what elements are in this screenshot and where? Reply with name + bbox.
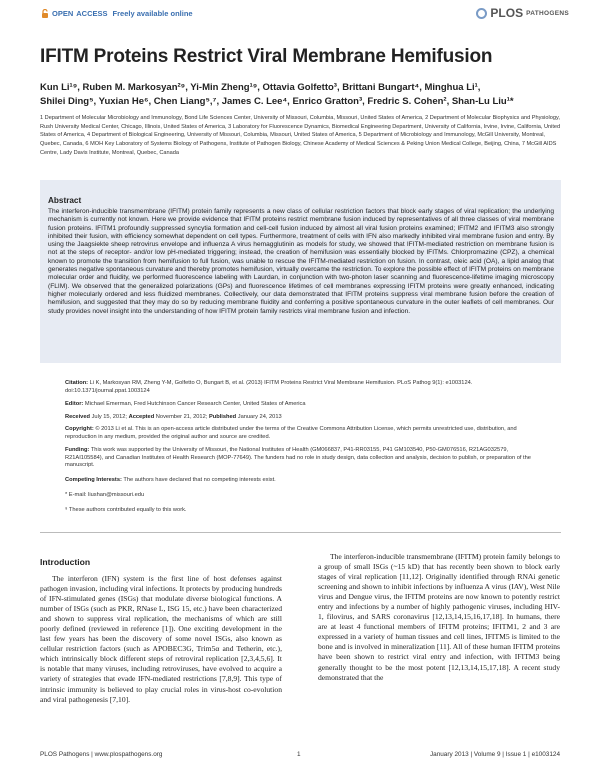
author-line-2: Shilei Ding⁵, Yuxian He⁶, Chen Liang⁵,⁷, James C. Lee⁴, Enrico Gratton³, Fredric S. Cohen², Shan-Lu Liu¹* xyxy=(40,96,514,107)
editor-label: Editor: xyxy=(65,401,84,407)
equal-contribution xyxy=(65,507,545,515)
footer-issue: January 2013 | Volume 9 | Issue 1 | e1003124 xyxy=(429,751,560,758)
editor-text: Michael Emerman, Fred Hutchinson Cancer Research Center, United States of America xyxy=(84,401,306,407)
copyright-text: © 2013 Li et al. This is an open-access article distributed under the terms of the Creative Commons Attribution License, which permits unrestricted use, distribution, and reproduction in any medium, provided the original author and source are credited. xyxy=(65,426,517,440)
plos-logo-icon xyxy=(476,8,487,19)
footer-journal: PLOS Pathogens | www.plospathogens.org xyxy=(40,751,163,758)
article-title: IFITM Proteins Restrict Viral Membrane Hemifusion xyxy=(40,46,493,67)
citation xyxy=(65,380,545,395)
published-label: Published xyxy=(208,414,237,420)
copyright xyxy=(65,426,545,441)
citation-label: Citation: xyxy=(65,380,89,386)
email[interactable] xyxy=(65,492,545,500)
introduction-right-column: The interferon-inducible transmembrane (IFITM) protein family belongs to a group of small ISGs (~15 kD) that has recently been shown to block early stages of viral replication [11,12]. Originally identified through RNAi genetic screening and shown to inhibit infections by influenza A virus (IAV), West Nile virus and Dengue virus, the IFITM proteins are now known to potently restrict entry and infections by a number of highly pathogenic viruses, including HIV-1, filovirus, and SARS coronavirus [12,13,14,15,16,17,18]. In humans, there are at least 4 functional members of IFITM proteins; IFITM1, 2 and 3 are expressed in a variety of human tissues and cell lines, IFITM5 is limited to the bone and is involved in mineralization [11]. All of these human IFITM proteins have been shown to restrict viral entry and infection, with IFITM3 being generally thought to be the most potent [12,13,14,15,17,18]. A recent study demonstrated that the xyxy=(318,552,560,682)
introduction-left-column: The interferon (IFN) system is the first line of host defenses against pathogen invasion, including viral infections. It protects by producing hundreds of IFN-stimulated genes (ISGs) that modulate diverse biological functions. A number of ISGs (such as PKR, RNase L, ISG 15, etc.) have been characterized and shown to suppress viral replication, the mechanisms of which are still poorly defined (reviewed in reference [1]). One exciting development in the last few years has been the discovery of some novel ISGs, also known as cellular restriction factors (such as APOBEC3G, Trim5α and Tetherin, etc.), which intrinsically block different steps of retroviral replication [2,3,4,5,6]. It is notable that many viruses, including retroviruses, have evolved to acquire a variety of strategies that evade IFN-mediated restrictions [7,8,9]. This type of intrinsic immunity is believed to play crucial roles in virus-host co-evolution and viral pathogenesis [7,10]. xyxy=(40,574,282,704)
affiliations: 1 Department of Molecular Microbiology and Immunology, Bond Life Sciences Center, University of Missouri, Columbia, Missouri, United States of America, 2 Department of Molecular Biophysics and Physiology, Rush University Medical Center, Chicago, Illinois, United States of America, 3 Laboratory for Fluorescence Dynamics, Biomedical Engineering Department, University of California, Irvine, Irvine, California, United States of America, 4 Department of Biological Engineering, University of Missouri, Columbia, Missouri, United States of America, 5 Department of Microbiology and Immunology, McGill University, Montreal, Quebec, Canada, 6 MOH Key Laboratory of Systems Biology of Pathogens, Institute of Pathogen Biology, Chinese Academy of Medical Sciences & Peking Union Medical College, Beijing, China, 7 McGill AIDS Centre, Lady Davis Institute, Montreal, Quebec, Canada xyxy=(40,115,561,156)
author-line-1: Kun Li¹⁹, Ruben M. Markosyan²⁹, Yi-Min Zheng¹⁹, Ottavia Golfetto³, Brittani Bungart⁴, Minghua Li¹, xyxy=(40,82,481,93)
editor xyxy=(65,401,545,409)
dates xyxy=(65,414,545,422)
author-list xyxy=(40,81,560,109)
open-access-banner xyxy=(41,9,193,18)
introduction-heading: Introduction xyxy=(40,557,91,567)
citation-text: Li K, Markosyan RM, Zheng Y-M, Golfetto O, Bungart B, et al. (2013) IFITM Proteins Restrict Viral Membrane Hemifusion. PLoS Pathog 9(1): e1003124. doi:10.1371/journal.ppat.1003124 xyxy=(65,380,473,394)
received-date: July 15, 2012; xyxy=(91,414,127,420)
copyright-label: Copyright: xyxy=(65,426,94,432)
freely-available-label: Freely available online xyxy=(112,9,193,18)
section-divider xyxy=(40,532,561,533)
funding-label: Funding: xyxy=(65,447,90,453)
competing-text: The authors have declared that no competing interests exist. xyxy=(123,477,276,483)
email-text[interactable]: * E-mail: liushan@missouri.edu xyxy=(65,492,145,498)
abstract-text: The interferon-inducible transmembrane (IFITM) protein family represents a new class of cellular restriction factors that block early stages of viral replication; the underlying mechanism is currently not known. Here we provide evidence that IFITM proteins restrict membrane fusion induced by representatives of all three classes of viral membrane fusion proteins. IFITM1 profoundly suppressed syncytia formation and cell-cell fusion induced by almost all viral fusion proteins examined; IFITM2 and IFITM3 also strongly inhibited their fusion, with efficiency somewhat dependent on cell types. Furthermore, treatment of cells with IFN also markedly inhibited viral membrane fusion and entry. By using the Jaagsiekte sheep retrovirus envelope and influenza A virus hemagglutinin as models for study, we showed that IFITM-mediated restriction on membrane fusion is not at the steps of receptor- and/or low pH-mediated triggering; instead, the creation of hemifusion was essentially blocked by IFITMs. Chlorpromazine (CPZ), a chemical known to promote the transition from hemifusion to full fusion, was unable to rescue the IFITM-mediated restriction on fusion. In contrast, oleic acid (OA), a lipid analog that generates negative spontaneous curvature and thereby promotes hemifusion, virtually overcame the restriction. To explore the possible effect of IFITM proteins on membrane molecular order and fluidity, we performed fluorescence labeling with Laurdan, in conjunction with two-photon laser scanning and fluorescence-lifetime imaging microscopy (FLIM). We observed that the generalized polarizations (GPs) and fluorescence lifetimes of cell membranes expressing IFITM proteins were greatly enhanced, indicating higher molecularly ordered and less fluidized membranes. Collectively, our data demonstrated that IFITM proteins suppress viral membrane fusion before the creation of hemifusion, and suggested that they may do so by reducing membrane fluidity and conferring a positive spontaneous curvature in the outer leaflets of cell membranes. Our study provides novel insight into the understanding of how IFITM protein family restricts viral membrane fusion and infection. xyxy=(48,208,554,315)
equal-contribution-text: ⁹ These authors contributed equally to this work. xyxy=(65,507,187,513)
open-access-label: OPEN xyxy=(52,9,74,18)
page-number: 1 xyxy=(297,751,301,758)
accepted-label: Accepted xyxy=(128,414,155,420)
funding-text: This work was supported by the University of Missouri, the National Institutes of Health (GM066837, P41-RR03155, P41 GM103540, P50-GM076516, R21AG032579, R21AI105584), and Canadian Institutes of Health Research (MOP-77649). The funders had no role in study design, data collection and analysis, decision to publish, or preparation of the manuscript. xyxy=(65,447,531,469)
competing-label: Competing Interests: xyxy=(65,477,122,483)
journal-name: PATHOGENS xyxy=(526,9,569,17)
competing-interests xyxy=(65,477,545,485)
open-access-lock-icon xyxy=(41,9,49,18)
accepted-date: November 21, 2012; xyxy=(155,414,208,420)
abstract-heading: Abstract xyxy=(48,196,82,205)
published-date: January 24, 2013 xyxy=(237,414,282,420)
open-access-bold-label: ACCESS xyxy=(76,9,108,18)
received-label: Received xyxy=(65,414,90,420)
funding xyxy=(65,447,545,470)
journal-logo xyxy=(476,6,569,20)
brand-name: PLOS xyxy=(490,6,524,20)
